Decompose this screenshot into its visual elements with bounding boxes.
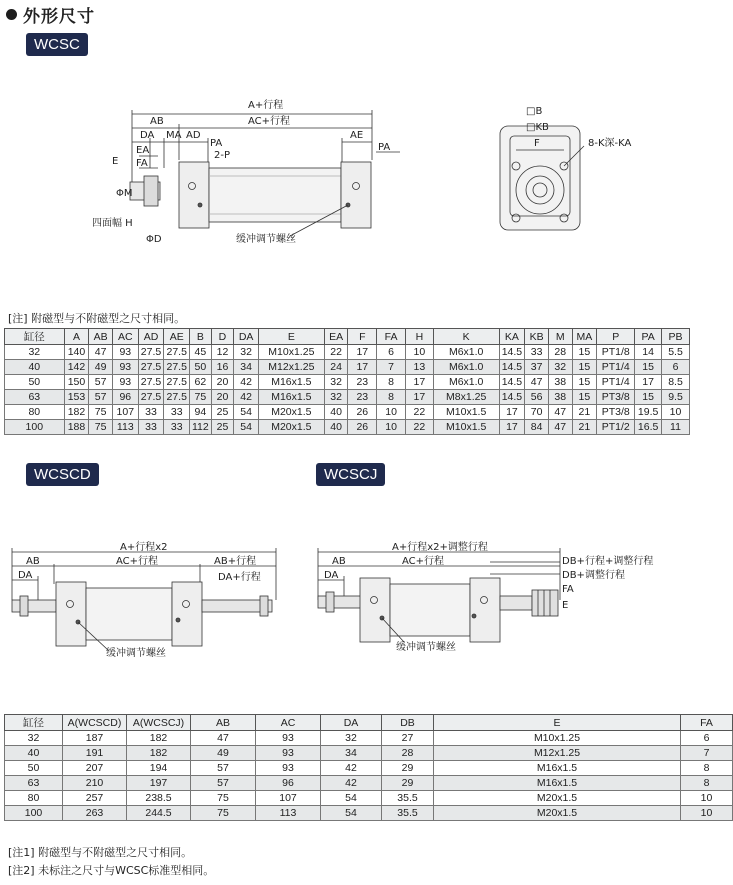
table-cell: M6x1.0 xyxy=(433,375,499,390)
column-header: A xyxy=(64,329,89,345)
table-cell: 49 xyxy=(89,360,113,375)
dim-ac-stroke-2: AC+行程 xyxy=(116,556,159,567)
table-cell: 8 xyxy=(681,761,733,776)
dim-phi-d: ΦD xyxy=(146,234,162,245)
column-header: D xyxy=(211,329,234,345)
table-cell: 113 xyxy=(112,420,138,435)
table-cell: 14.5 xyxy=(499,345,525,360)
dim-db-stroke-adj: DB+行程+调整行程 xyxy=(562,556,654,567)
table-cell: 9.5 xyxy=(662,390,690,405)
table-cell: 37 xyxy=(525,360,549,375)
table-cell: 182 xyxy=(127,731,191,746)
table-cell: M10x1.5 xyxy=(433,405,499,420)
table-cell: 96 xyxy=(256,776,321,791)
table-cell: 33 xyxy=(138,405,164,420)
table-cell: 15 xyxy=(572,345,597,360)
table-cell: 34 xyxy=(234,360,259,375)
table-cell: 42 xyxy=(321,776,382,791)
table-cell: 207 xyxy=(63,761,127,776)
table-cell: 38 xyxy=(548,390,572,405)
column-header: F xyxy=(348,329,377,345)
table-cell: 57 xyxy=(89,390,113,405)
dim-2p: 2-P xyxy=(214,150,231,161)
dim-ac-stroke-3: AC+行程 xyxy=(402,556,445,567)
table-cell: M10x1.25 xyxy=(258,345,324,360)
column-header: AC xyxy=(256,715,321,731)
column-header: P xyxy=(597,329,635,345)
table-cell: 93 xyxy=(256,746,321,761)
wcscd-wcscj-spec-table xyxy=(4,714,733,821)
table-cell: 27.5 xyxy=(164,390,190,405)
table-cell: 153 xyxy=(64,390,89,405)
table-cell: 50 xyxy=(5,375,65,390)
label-cushion-2: 缓冲调节螺丝 xyxy=(106,648,166,659)
dim-a-stroke: A+行程 xyxy=(248,100,284,111)
table-cell: PT1/4 xyxy=(597,360,635,375)
table-cell: 49 xyxy=(191,746,256,761)
column-header: 缸径 xyxy=(5,329,65,345)
table-cell: 10 xyxy=(377,405,406,420)
column-header: KA xyxy=(499,329,525,345)
table-row xyxy=(5,375,690,390)
column-header: FA xyxy=(377,329,406,345)
table-cell: 15 xyxy=(572,390,597,405)
column-header: PB xyxy=(662,329,690,345)
table-cell: 22 xyxy=(406,420,434,435)
table-cell: 42 xyxy=(234,375,259,390)
table-cell: PT1/2 xyxy=(597,420,635,435)
dim-ab-3: AB xyxy=(332,556,346,567)
table-cell: 25 xyxy=(211,405,234,420)
table-cell: 107 xyxy=(256,791,321,806)
dim-db-adj: DB+调整行程 xyxy=(562,570,625,581)
table-header-row xyxy=(5,715,733,731)
table-cell: 33 xyxy=(164,420,190,435)
table-cell: 14.5 xyxy=(499,390,525,405)
table-cell: 63 xyxy=(5,390,65,405)
table-cell: 21 xyxy=(572,420,597,435)
table-cell: 75 xyxy=(89,405,113,420)
wcsc-end-drawing xyxy=(496,100,676,240)
dim-fa: FA xyxy=(136,158,148,169)
table-cell: 17 xyxy=(348,360,377,375)
table-cell: 35.5 xyxy=(382,806,434,821)
table-cell: 22 xyxy=(406,405,434,420)
table-cell: 26 xyxy=(348,405,377,420)
table-cell: 17 xyxy=(406,375,434,390)
table-cell: 40 xyxy=(324,420,348,435)
dim-ea: EA xyxy=(136,145,150,156)
table-cell: 27 xyxy=(382,731,434,746)
table-cell: M16x1.5 xyxy=(258,375,324,390)
dim-ma: MA xyxy=(166,130,182,141)
column-header: E xyxy=(258,329,324,345)
table-cell: 17 xyxy=(348,345,377,360)
table-cell: 27.5 xyxy=(164,345,190,360)
table-cell: M10x1.25 xyxy=(434,731,681,746)
column-header: AE xyxy=(164,329,190,345)
table-cell: 19.5 xyxy=(635,405,662,420)
table-cell: 28 xyxy=(382,746,434,761)
table-cell: PT1/8 xyxy=(597,345,635,360)
table-cell: 50 xyxy=(5,761,63,776)
wcsc-side-drawing xyxy=(80,90,410,250)
column-header: DA xyxy=(234,329,259,345)
dim-fa-3: FA xyxy=(562,584,574,595)
dim-da: DA xyxy=(140,130,155,141)
label-cushion-1: 缓冲调节螺丝 xyxy=(236,234,296,245)
dim-pa-left: PA xyxy=(210,138,223,149)
table-cell: 26 xyxy=(348,420,377,435)
dim-kb: □KB xyxy=(526,122,549,133)
column-header: B xyxy=(190,329,212,345)
table-cell: 93 xyxy=(112,375,138,390)
table-cell: 21 xyxy=(572,405,597,420)
table-cell: 210 xyxy=(63,776,127,791)
table-cell: M10x1.5 xyxy=(433,420,499,435)
table-cell: 54 xyxy=(234,405,259,420)
column-header: AB xyxy=(191,715,256,731)
section-title: 外形尺寸 xyxy=(23,7,95,27)
table-row xyxy=(5,761,733,776)
table-cell: 32 xyxy=(5,345,65,360)
table-cell: 150 xyxy=(64,375,89,390)
table-cell: M20x1.5 xyxy=(434,806,681,821)
dim-ae: AE xyxy=(350,130,364,141)
table-cell: 182 xyxy=(64,405,89,420)
table-cell: PT1/4 xyxy=(597,375,635,390)
column-header: KB xyxy=(525,329,549,345)
table-row xyxy=(5,420,690,435)
table-row xyxy=(5,746,733,761)
table-cell: 14 xyxy=(635,345,662,360)
table-cell: M20x1.5 xyxy=(434,791,681,806)
table-cell: 238.5 xyxy=(127,791,191,806)
table-cell: PT3/8 xyxy=(597,405,635,420)
table-cell: 16 xyxy=(211,360,234,375)
table-cell: 42 xyxy=(234,390,259,405)
table-row xyxy=(5,390,690,405)
table-cell: 70 xyxy=(525,405,549,420)
table-cell: 6 xyxy=(377,345,406,360)
dim-ab-stroke: AB+行程 xyxy=(214,556,257,567)
dim-8k: 8-K深-KA xyxy=(588,138,632,149)
table-cell: M8x1.25 xyxy=(433,390,499,405)
dim-e-3: E xyxy=(562,600,569,611)
column-header: A(WCSCJ) xyxy=(127,715,191,731)
table-cell: 22 xyxy=(324,345,348,360)
table-cell: 32 xyxy=(234,345,259,360)
table-cell: 94 xyxy=(190,405,212,420)
table-cell: 33 xyxy=(525,345,549,360)
table-cell: 75 xyxy=(191,791,256,806)
table-cell: 188 xyxy=(64,420,89,435)
bullet-icon xyxy=(6,9,17,20)
table-row xyxy=(5,791,733,806)
wcsc-spec-table xyxy=(4,328,690,435)
table-cell: 27.5 xyxy=(138,375,164,390)
section-heading xyxy=(6,2,95,27)
wcscj-drawing xyxy=(314,540,684,660)
table-cell: 27.5 xyxy=(138,390,164,405)
table-cell: 28 xyxy=(548,345,572,360)
table-cell: 8.5 xyxy=(662,375,690,390)
table-cell: 54 xyxy=(321,791,382,806)
table-row xyxy=(5,776,733,791)
table-cell: 10 xyxy=(377,420,406,435)
table-cell: 17 xyxy=(406,390,434,405)
dim-da-stroke: DA+行程 xyxy=(218,572,261,583)
table-cell: 10 xyxy=(681,791,733,806)
table-cell: 112 xyxy=(190,420,212,435)
table-cell: 8 xyxy=(377,375,406,390)
table-cell: 33 xyxy=(164,405,190,420)
note-1: [注] 附磁型与不附磁型之尺寸相同。 xyxy=(8,312,186,325)
table-cell: M16x1.5 xyxy=(434,761,681,776)
badge-wcscj: WCSCJ xyxy=(316,463,385,486)
table-cell: 54 xyxy=(234,420,259,435)
table-cell: 10 xyxy=(662,405,690,420)
column-header: DA xyxy=(321,715,382,731)
note-2b: [注2] 未标注之尺寸与WCSC标准型相同。 xyxy=(8,864,215,877)
table-cell: 14.5 xyxy=(499,375,525,390)
table-cell: 25 xyxy=(211,420,234,435)
table-cell: 107 xyxy=(112,405,138,420)
dim-ab-2: AB xyxy=(26,556,40,567)
table-cell: 47 xyxy=(548,420,572,435)
table-cell: 75 xyxy=(191,806,256,821)
table-cell: 27.5 xyxy=(138,360,164,375)
table-cell: 113 xyxy=(256,806,321,821)
dim-ac-stroke: AC+行程 xyxy=(248,116,291,127)
dim-a-stroke2: A+行程x2 xyxy=(120,542,168,553)
dim-e: E xyxy=(112,156,119,167)
column-header: A(WCSCD) xyxy=(63,715,127,731)
label-cushion-3: 缓冲调节螺丝 xyxy=(396,642,456,653)
dim-b: □B xyxy=(526,106,543,117)
table-cell: 80 xyxy=(5,791,63,806)
dim-pa-right: PA xyxy=(378,142,391,153)
table-cell: 13 xyxy=(406,360,434,375)
table-cell: 7 xyxy=(681,746,733,761)
table-cell: 142 xyxy=(64,360,89,375)
table-cell: 63 xyxy=(5,776,63,791)
table-cell: 42 xyxy=(321,761,382,776)
table-cell: 54 xyxy=(321,806,382,821)
column-header: H xyxy=(406,329,434,345)
table-cell: 32 xyxy=(548,360,572,375)
table-cell: 47 xyxy=(89,345,113,360)
column-header: 缸径 xyxy=(5,715,63,731)
badge-wcscd: WCSCD xyxy=(26,463,99,486)
table-cell: 24 xyxy=(324,360,348,375)
table-cell: 23 xyxy=(348,375,377,390)
table-cell: 20 xyxy=(211,390,234,405)
column-header: EA xyxy=(324,329,348,345)
column-header: MA xyxy=(572,329,597,345)
table-cell: 32 xyxy=(5,731,63,746)
table-row xyxy=(5,731,733,746)
column-header: K xyxy=(433,329,499,345)
table-cell: 34 xyxy=(321,746,382,761)
table-cell: 20 xyxy=(211,375,234,390)
table-cell: 263 xyxy=(63,806,127,821)
table-cell: 27.5 xyxy=(138,345,164,360)
dim-a-stroke2-adj: A+行程x2+调整行程 xyxy=(392,542,488,553)
table-cell: 40 xyxy=(5,746,63,761)
table-cell: M20x1.5 xyxy=(258,420,324,435)
table-cell: 27.5 xyxy=(164,375,190,390)
dim-da-2: DA xyxy=(18,570,33,581)
table-cell: 57 xyxy=(191,776,256,791)
table-cell: 29 xyxy=(382,776,434,791)
table-cell: 93 xyxy=(256,761,321,776)
table-cell: 182 xyxy=(127,746,191,761)
table-cell: 244.5 xyxy=(127,806,191,821)
table-cell: 93 xyxy=(256,731,321,746)
table-cell: 38 xyxy=(548,375,572,390)
table-cell: M16x1.5 xyxy=(434,776,681,791)
table-cell: 32 xyxy=(324,390,348,405)
table-cell: M12x1.25 xyxy=(434,746,681,761)
table-cell: 6 xyxy=(662,360,690,375)
table-cell: 96 xyxy=(112,390,138,405)
table-cell: 15 xyxy=(635,390,662,405)
table-cell: 197 xyxy=(127,776,191,791)
table-cell: 191 xyxy=(63,746,127,761)
table-cell: 15 xyxy=(572,375,597,390)
table-cell: 17 xyxy=(499,405,525,420)
table-cell: 47 xyxy=(191,731,256,746)
dim-four-sides-h: 四面幅 H xyxy=(92,218,133,229)
column-header: AD xyxy=(138,329,164,345)
table-row xyxy=(5,806,733,821)
table-cell: 7 xyxy=(377,360,406,375)
table-cell: 57 xyxy=(191,761,256,776)
table-cell: 75 xyxy=(89,420,113,435)
table-cell: 29 xyxy=(382,761,434,776)
table-cell: 84 xyxy=(525,420,549,435)
table-cell: 257 xyxy=(63,791,127,806)
table-cell: M20x1.5 xyxy=(258,405,324,420)
table-cell: 11 xyxy=(662,420,690,435)
table-cell: 45 xyxy=(190,345,212,360)
table-cell: 140 xyxy=(64,345,89,360)
table-header-row xyxy=(5,329,690,345)
column-header: FA xyxy=(681,715,733,731)
table-cell: 12 xyxy=(211,345,234,360)
table-cell: 27.5 xyxy=(164,360,190,375)
table-cell: 8 xyxy=(681,776,733,791)
table-cell: 75 xyxy=(190,390,212,405)
table-cell: 33 xyxy=(138,420,164,435)
badge-wcsc: WCSC xyxy=(26,33,88,56)
wcscd-drawing xyxy=(8,540,298,670)
table-cell: M6x1.0 xyxy=(433,360,499,375)
table-row xyxy=(5,360,690,375)
dim-f-side: F xyxy=(534,138,540,149)
table-cell: 32 xyxy=(324,375,348,390)
table-cell: 8 xyxy=(377,390,406,405)
table-cell: 32 xyxy=(321,731,382,746)
table-cell: 80 xyxy=(5,405,65,420)
table-cell: 5.5 xyxy=(662,345,690,360)
column-header: E xyxy=(434,715,681,731)
table-cell: 14.5 xyxy=(499,360,525,375)
table-cell: 47 xyxy=(525,375,549,390)
table-cell: 23 xyxy=(348,390,377,405)
table-cell: 40 xyxy=(324,405,348,420)
column-header: DB xyxy=(382,715,434,731)
column-header: PA xyxy=(635,329,662,345)
dim-da-3: DA xyxy=(324,570,339,581)
note-2a: [注1] 附磁型与不附磁型之尺寸相同。 xyxy=(8,846,193,859)
table-cell: M12x1.25 xyxy=(258,360,324,375)
table-row xyxy=(5,345,690,360)
table-cell: 50 xyxy=(190,360,212,375)
column-header: M xyxy=(548,329,572,345)
table-cell: 15 xyxy=(635,360,662,375)
table-cell: 62 xyxy=(190,375,212,390)
table-cell: 40 xyxy=(5,360,65,375)
table-cell: M6x1.0 xyxy=(433,345,499,360)
table-cell: 17 xyxy=(635,375,662,390)
column-header: AC xyxy=(112,329,138,345)
table-cell: PT3/8 xyxy=(597,390,635,405)
table-cell: 16.5 xyxy=(635,420,662,435)
dim-ab: AB xyxy=(150,116,164,127)
table-cell: 93 xyxy=(112,360,138,375)
table-cell: 47 xyxy=(548,405,572,420)
table-cell: M16x1.5 xyxy=(258,390,324,405)
table-cell: 194 xyxy=(127,761,191,776)
table-cell: 100 xyxy=(5,806,63,821)
table-cell: 17 xyxy=(499,420,525,435)
table-cell: 6 xyxy=(681,731,733,746)
table-cell: 10 xyxy=(681,806,733,821)
table-cell: 100 xyxy=(5,420,65,435)
table-cell: 93 xyxy=(112,345,138,360)
column-header: AB xyxy=(89,329,113,345)
table-cell: 187 xyxy=(63,731,127,746)
table-cell: 15 xyxy=(572,360,597,375)
table-cell: 10 xyxy=(406,345,434,360)
table-cell: 35.5 xyxy=(382,791,434,806)
table-cell: 56 xyxy=(525,390,549,405)
table-row xyxy=(5,405,690,420)
dim-ad: AD xyxy=(186,130,201,141)
dim-phi-m: ΦM xyxy=(116,188,133,199)
table-cell: 57 xyxy=(89,375,113,390)
